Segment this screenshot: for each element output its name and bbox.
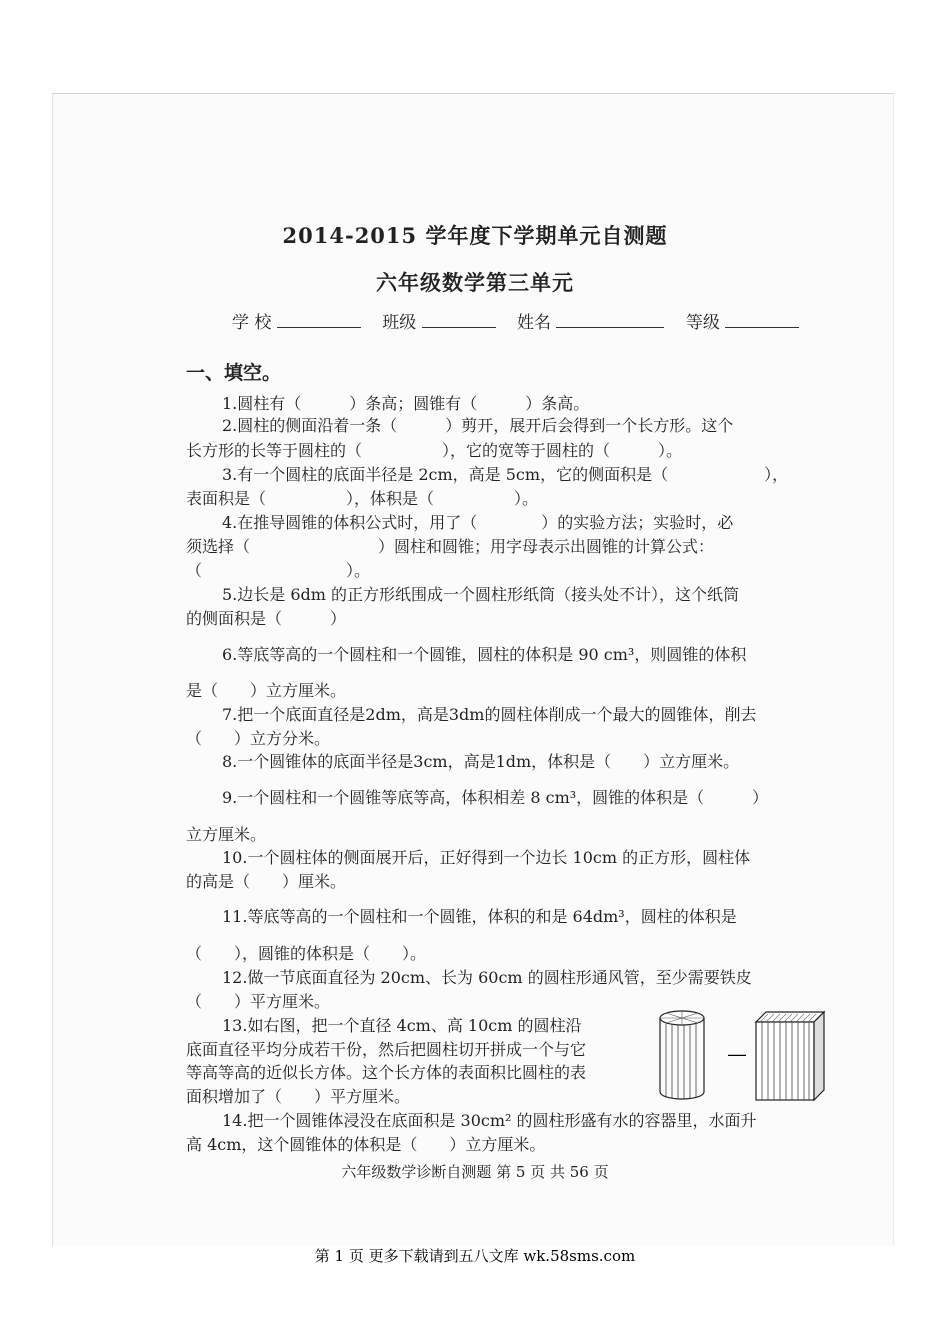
class-blank[interactable] [422, 311, 496, 328]
cylinder-drawing [660, 1011, 704, 1099]
question-line: 立方厘米。 [186, 825, 267, 844]
question-line: （ ）立方分米。 [186, 729, 331, 748]
question-line: 8.一个圆锥体的底面半径是3cm，高是1dm，体积是（ ）立方厘米。 [222, 752, 740, 771]
question-line: 须选择（ ）圆柱和圆锥；用字母表示出圆锥的计算公式： [186, 537, 715, 556]
grade-label: 等级 [685, 313, 720, 333]
question-line: 3.有一个圆柱的底面半径是 2cm，高是 5cm，它的侧面积是（ ）， [222, 465, 789, 484]
question-line: 10.一个圆柱体的侧面展开后，正好得到一个边长 10cm 的正方形，圆柱体 [222, 848, 751, 867]
question-line: 2.圆柱的侧面沿着一条（ ）剪开，展开后会得到一个长方形。这个 [222, 416, 734, 435]
question-line: 9.一个圆柱和一个圆锥等底等高，体积相差 8 cm³，圆锥的体积是（ ） [222, 788, 769, 807]
page-number-footer: 六年级数学诊断自测题 第 5 页 共 56 页 [341, 1163, 609, 1181]
cylinder-to-cuboid-figure [656, 1008, 828, 1104]
question-line: 11.等底等高的一个圆柱和一个圆锥，体积的和是 64dm³，圆柱的体积是 [222, 907, 737, 926]
question-line: （ ）平方厘米。 [186, 992, 331, 1011]
question-line: 的侧面积是（ ） [186, 609, 347, 628]
question-line: 4.在推导圆锥的体积公式时，用了（ ）的实验方法；实验时，必 [222, 513, 734, 532]
question-line: 14.把一个圆锥体浸没在底面积是 30cm² 的圆柱形盛有水的容器里，水面升 [222, 1111, 757, 1130]
question-line: （ ），圆锥的体积是（ ）。 [186, 944, 427, 963]
question-line: 1.圆柱有（ ）条高；圆锥有（ ）条高。 [222, 394, 590, 413]
name-blank[interactable] [556, 311, 664, 328]
question-line: 6.等底等高的一个圆柱和一个圆锥，圆柱的体积是 90 cm³，则圆锥的体积 [222, 645, 747, 664]
question-line: 5.边长是 6dm 的正方形纸围成一个圆柱形纸筒（接头处不计），这个纸筒 [222, 585, 740, 604]
name-label: 姓名 [517, 313, 552, 333]
question-line: 高 4cm，这个圆锥体的体积是（ ）立方厘米。 [186, 1135, 546, 1154]
question-line: 的高是（ ）厘米。 [186, 872, 347, 891]
question-line: 是（ ）立方厘米。 [186, 681, 347, 700]
question-line: 等高等高的近似长方体。这个长方体的表面积比圆柱的表 [186, 1063, 587, 1082]
page-subtitle: 六年级数学第三单元 [376, 270, 574, 295]
page-title: 2014-2015 学年度下学期单元自测题 [282, 223, 668, 248]
question-line: 12.做一节底面直径为 20cm、长为 60cm 的圆柱形通风管，至少需要铁皮 [222, 968, 752, 987]
school-blank[interactable] [277, 311, 361, 328]
class-label: 班级 [382, 313, 417, 333]
school-label: 学 校 [232, 313, 272, 333]
cuboid-drawing [756, 1012, 824, 1100]
figure-arrow: — [728, 1044, 746, 1064]
section-heading: 一、填空。 [186, 362, 282, 384]
question-line: （ ）。 [186, 561, 371, 580]
grade-blank[interactable] [725, 311, 799, 328]
question-line: 底面直径平均分成若干份，然后把圆柱切开拼成一个与它 [186, 1040, 587, 1059]
question-line: 7.把一个底面直径是2dm，高是3dm的圆柱体削成一个最大的圆锥体，削去 [222, 705, 757, 724]
student-info-row [232, 308, 815, 333]
question-line: 13.如右图，把一个直径 4cm、高 10cm 的圆柱沿 [222, 1016, 582, 1035]
question-line: 长方形的长等于圆柱的（ ），它的宽等于圆柱的（ ）。 [186, 441, 683, 460]
question-line: 面积增加了（ ）平方厘米。 [186, 1087, 411, 1106]
download-site-footer: 第 1 页 更多下载请到五八文库 wk.58sms.com [314, 1247, 636, 1265]
question-line: 表面积是（ ），体积是（ ）。 [186, 489, 539, 508]
